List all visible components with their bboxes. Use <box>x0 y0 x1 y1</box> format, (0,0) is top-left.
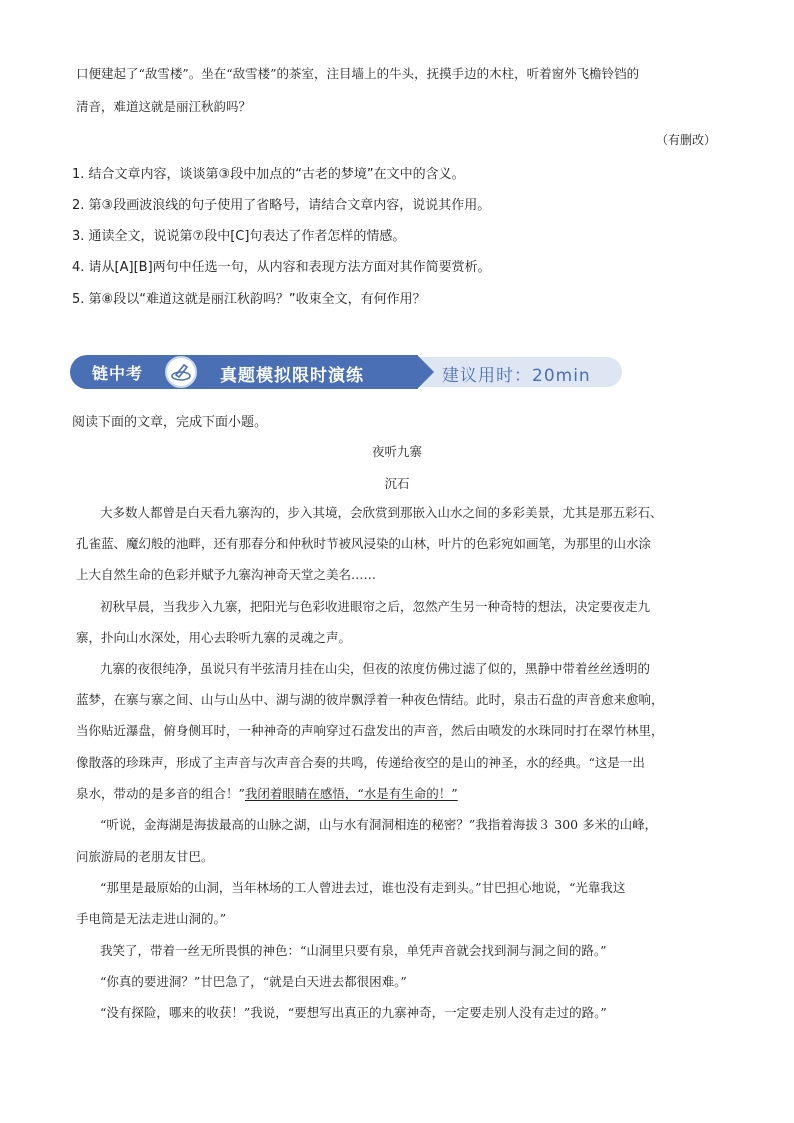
paragraph-line: 蓝梦，在寨与寨之间、山与山丛中、湖与湖的彼岸飘浮着一种夜色情结。此时，泉击石盘的声音愈来愈响， <box>76 692 664 707</box>
paragraph-line: “你真的要进洞？”甘巴急了，“就是白天进去都很困难。” <box>100 974 407 989</box>
paragraph-line: 手电筒是无法走进山洞的。” <box>76 911 227 926</box>
question-1: 1. 结合文章内容，谈谈第③段中加点的“古老的梦境”在文中的含义。 <box>72 167 465 182</box>
paragraph-line: 大多数人都曾是白天看九寨沟的，步入其境，会欣赏到那嵌入山水之间的多彩美景，尤其是那五彩石、 <box>100 505 663 520</box>
paragraph-line: 像散落的珍珠声，形成了主声音与次声音合奏的共鸣，传递给夜空的是山的神圣，水的经典。“这是一出 <box>76 755 645 770</box>
question-4: 4. 请从[A][B]两句中任选一句，从内容和表现方法方面对其作简要赏析。 <box>72 260 491 275</box>
banner-tag: 链中考 <box>92 364 144 383</box>
question-5: 5. 第⑧段以“难道这就是丽江秋韵吗？”收束全文，有何作用？ <box>72 292 426 307</box>
article-title: 夜听九寨 <box>371 444 422 459</box>
underlined-sentence: 我闭着眼睛在感悟，“水是有生命的！” <box>244 786 458 801</box>
paragraph-line: “没有探险，哪来的收获！”我说，“要想写出真正的九寨神奇，一定要走别人没有走过的路。” <box>100 1005 607 1020</box>
paragraph-text: 泉水，带动的是多音的组合！” <box>76 786 245 801</box>
paragraph-line: 问旅游局的老朋友甘巴。 <box>76 849 214 864</box>
paragraph-line: 清音，难道这就是丽江秋韵吗？ <box>76 99 252 114</box>
paragraph-line: 上大自然生命的色彩并赋予九寨沟神奇天堂之美名…… <box>76 567 377 582</box>
paragraph-line: 当你贴近瀑盘，俯身侧耳时，一种神奇的声响穿过石盘发出的声音，然后由喷发的水珠同时打在翠竹林里， <box>76 723 664 738</box>
suggested-time: 建议用时：20min <box>442 366 591 386</box>
section-banner <box>70 355 622 389</box>
paragraph-line: 九寨的夜很纯净，虽说只有半弦清月挂在山尖，但夜的浓度仿佛过滤了似的，黑静中带着丝丝透明的 <box>100 661 651 676</box>
paragraph-line: 孔雀蓝、魔幻般的池畔，还有那春分和仲秋时节被风浸染的山林，叶片的色彩宛如画笔，为那里的山水涂 <box>76 536 652 551</box>
pencil-emblem-icon <box>165 356 197 388</box>
question-2: 2. 第③段画波浪线的句子使用了省略号，请结合文章内容，说说其作用。 <box>72 198 491 213</box>
paragraph-line: 我笑了，带着一丝无所畏惧的神色：“山洞里只要有泉，单凭声音就会找到洞与洞之间的路。” <box>100 943 607 958</box>
paragraph-line: “那里是最原始的山洞，当年林场的工人曾进去过，谁也没有走到头。”甘巴担心地说，“光靠我这 <box>100 880 626 895</box>
paragraph-line: 寨，扑向山水深处，用心去聆听九寨的灵魂之声。 <box>76 630 352 645</box>
paragraph-line <box>76 786 724 802</box>
question-3: 3. 通读全文，说说第⑦段中[C]句表达了作者怎样的情感。 <box>72 229 406 244</box>
reading-instructions: 阅读下面的文章，完成下面小题。 <box>72 415 268 430</box>
paragraph-line: 初秋早晨，当我步入九寨，把阳光与色彩收进眼帘之后，忽然产生另一种奇特的想法，决定要夜走九 <box>100 599 651 614</box>
paragraph-line: “听说，金海湖是海拔最高的山脉之湖，山与水有洞洞相连的秘密？”我指着海拔３ 300 多米的山峰， <box>100 817 658 832</box>
banner-title: 真题模拟限时演练 <box>220 366 364 386</box>
article-author: 沉石 <box>384 476 410 491</box>
paragraph-line: 口便建起了“敌雪楼”。坐在“敌雪楼”的茶室，注目墙上的牛头，抚摸手边的木柱，听着窗外飞檐铃铛的 <box>76 66 640 81</box>
source-credit: （有删改） <box>655 133 716 147</box>
